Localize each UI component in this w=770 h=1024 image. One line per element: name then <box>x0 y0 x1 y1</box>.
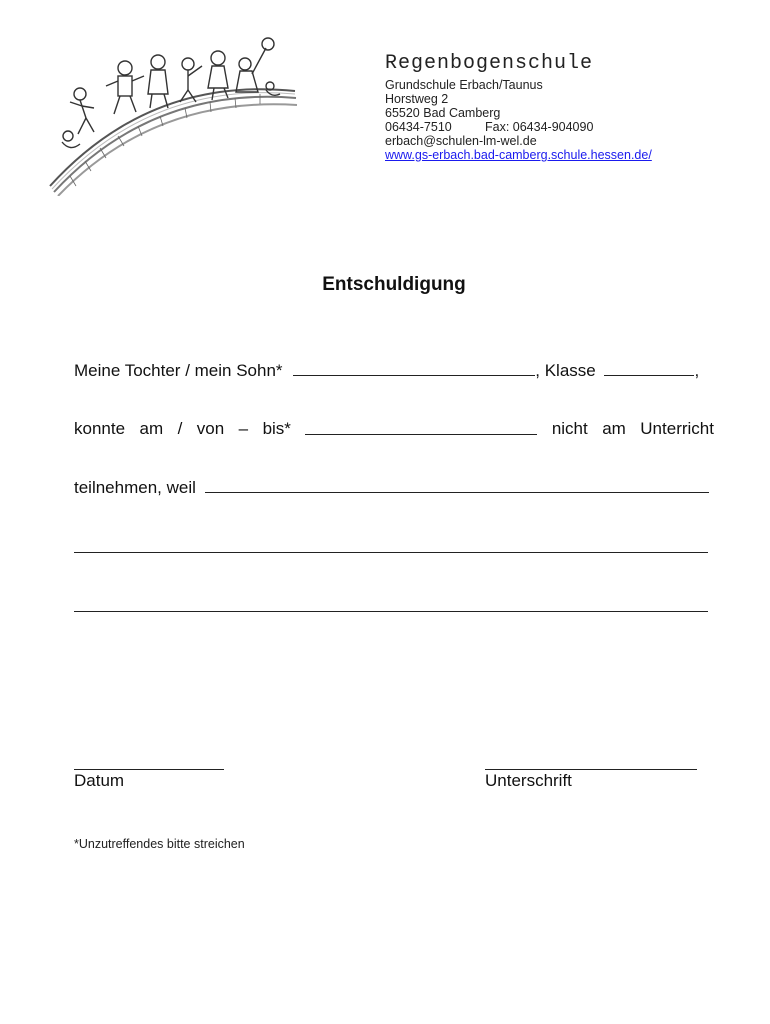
word-slash: / <box>177 419 183 438</box>
word-dash: – <box>238 419 249 438</box>
signature-field[interactable] <box>485 769 697 770</box>
word-am: am <box>139 419 164 438</box>
website-link[interactable]: www.gs-erbach.bad-camberg.schule.hessen.de/ <box>385 148 652 162</box>
form-line-child <box>74 360 714 381</box>
word-konnte: konnte <box>74 419 126 438</box>
website-link-row <box>385 148 652 162</box>
child-name-field[interactable] <box>293 360 535 376</box>
street-address: Horstweg 2 <box>385 92 449 106</box>
rainbow-children-illustration-icon <box>40 36 305 196</box>
reason-continuation-line-2[interactable] <box>74 611 708 612</box>
class-field[interactable] <box>604 360 694 376</box>
reason-field[interactable] <box>205 477 709 493</box>
word-unterricht: Unterricht <box>640 419 714 438</box>
child-label: Meine Tochter / mein Sohn* <box>74 361 283 380</box>
word-bis: bis* <box>262 419 291 438</box>
email-address[interactable]: erbach@schulen-lm-wel.de <box>385 134 537 148</box>
school-name: Regenbogenschule <box>385 52 594 75</box>
date-range-field[interactable] <box>305 419 537 435</box>
reason-continuation-line-1[interactable] <box>74 552 708 553</box>
fax-number: Fax: 06434-904090 <box>485 120 594 134</box>
phone-number: 06434-7510 <box>385 120 452 134</box>
date-field[interactable] <box>74 769 224 770</box>
postal-city: 65520 Bad Camberg <box>385 106 501 120</box>
school-type: Grundschule Erbach/Taunus <box>385 78 543 92</box>
word-nicht: nicht <box>551 419 588 438</box>
form-line-reason <box>74 477 714 498</box>
word-von: von <box>196 419 225 438</box>
class-label: , Klasse <box>535 361 596 380</box>
word-am-2: am <box>602 419 626 438</box>
signature-label: Unterschrift <box>485 771 572 790</box>
footnote: *Unzutreffendes bitte streichen <box>74 837 245 851</box>
line1-comma: , <box>694 361 700 380</box>
form-line-dates <box>74 419 714 439</box>
date-label: Datum <box>74 771 125 790</box>
document-title: Entschuldigung <box>322 274 466 295</box>
reason-label: teilnehmen, weil <box>74 478 196 497</box>
